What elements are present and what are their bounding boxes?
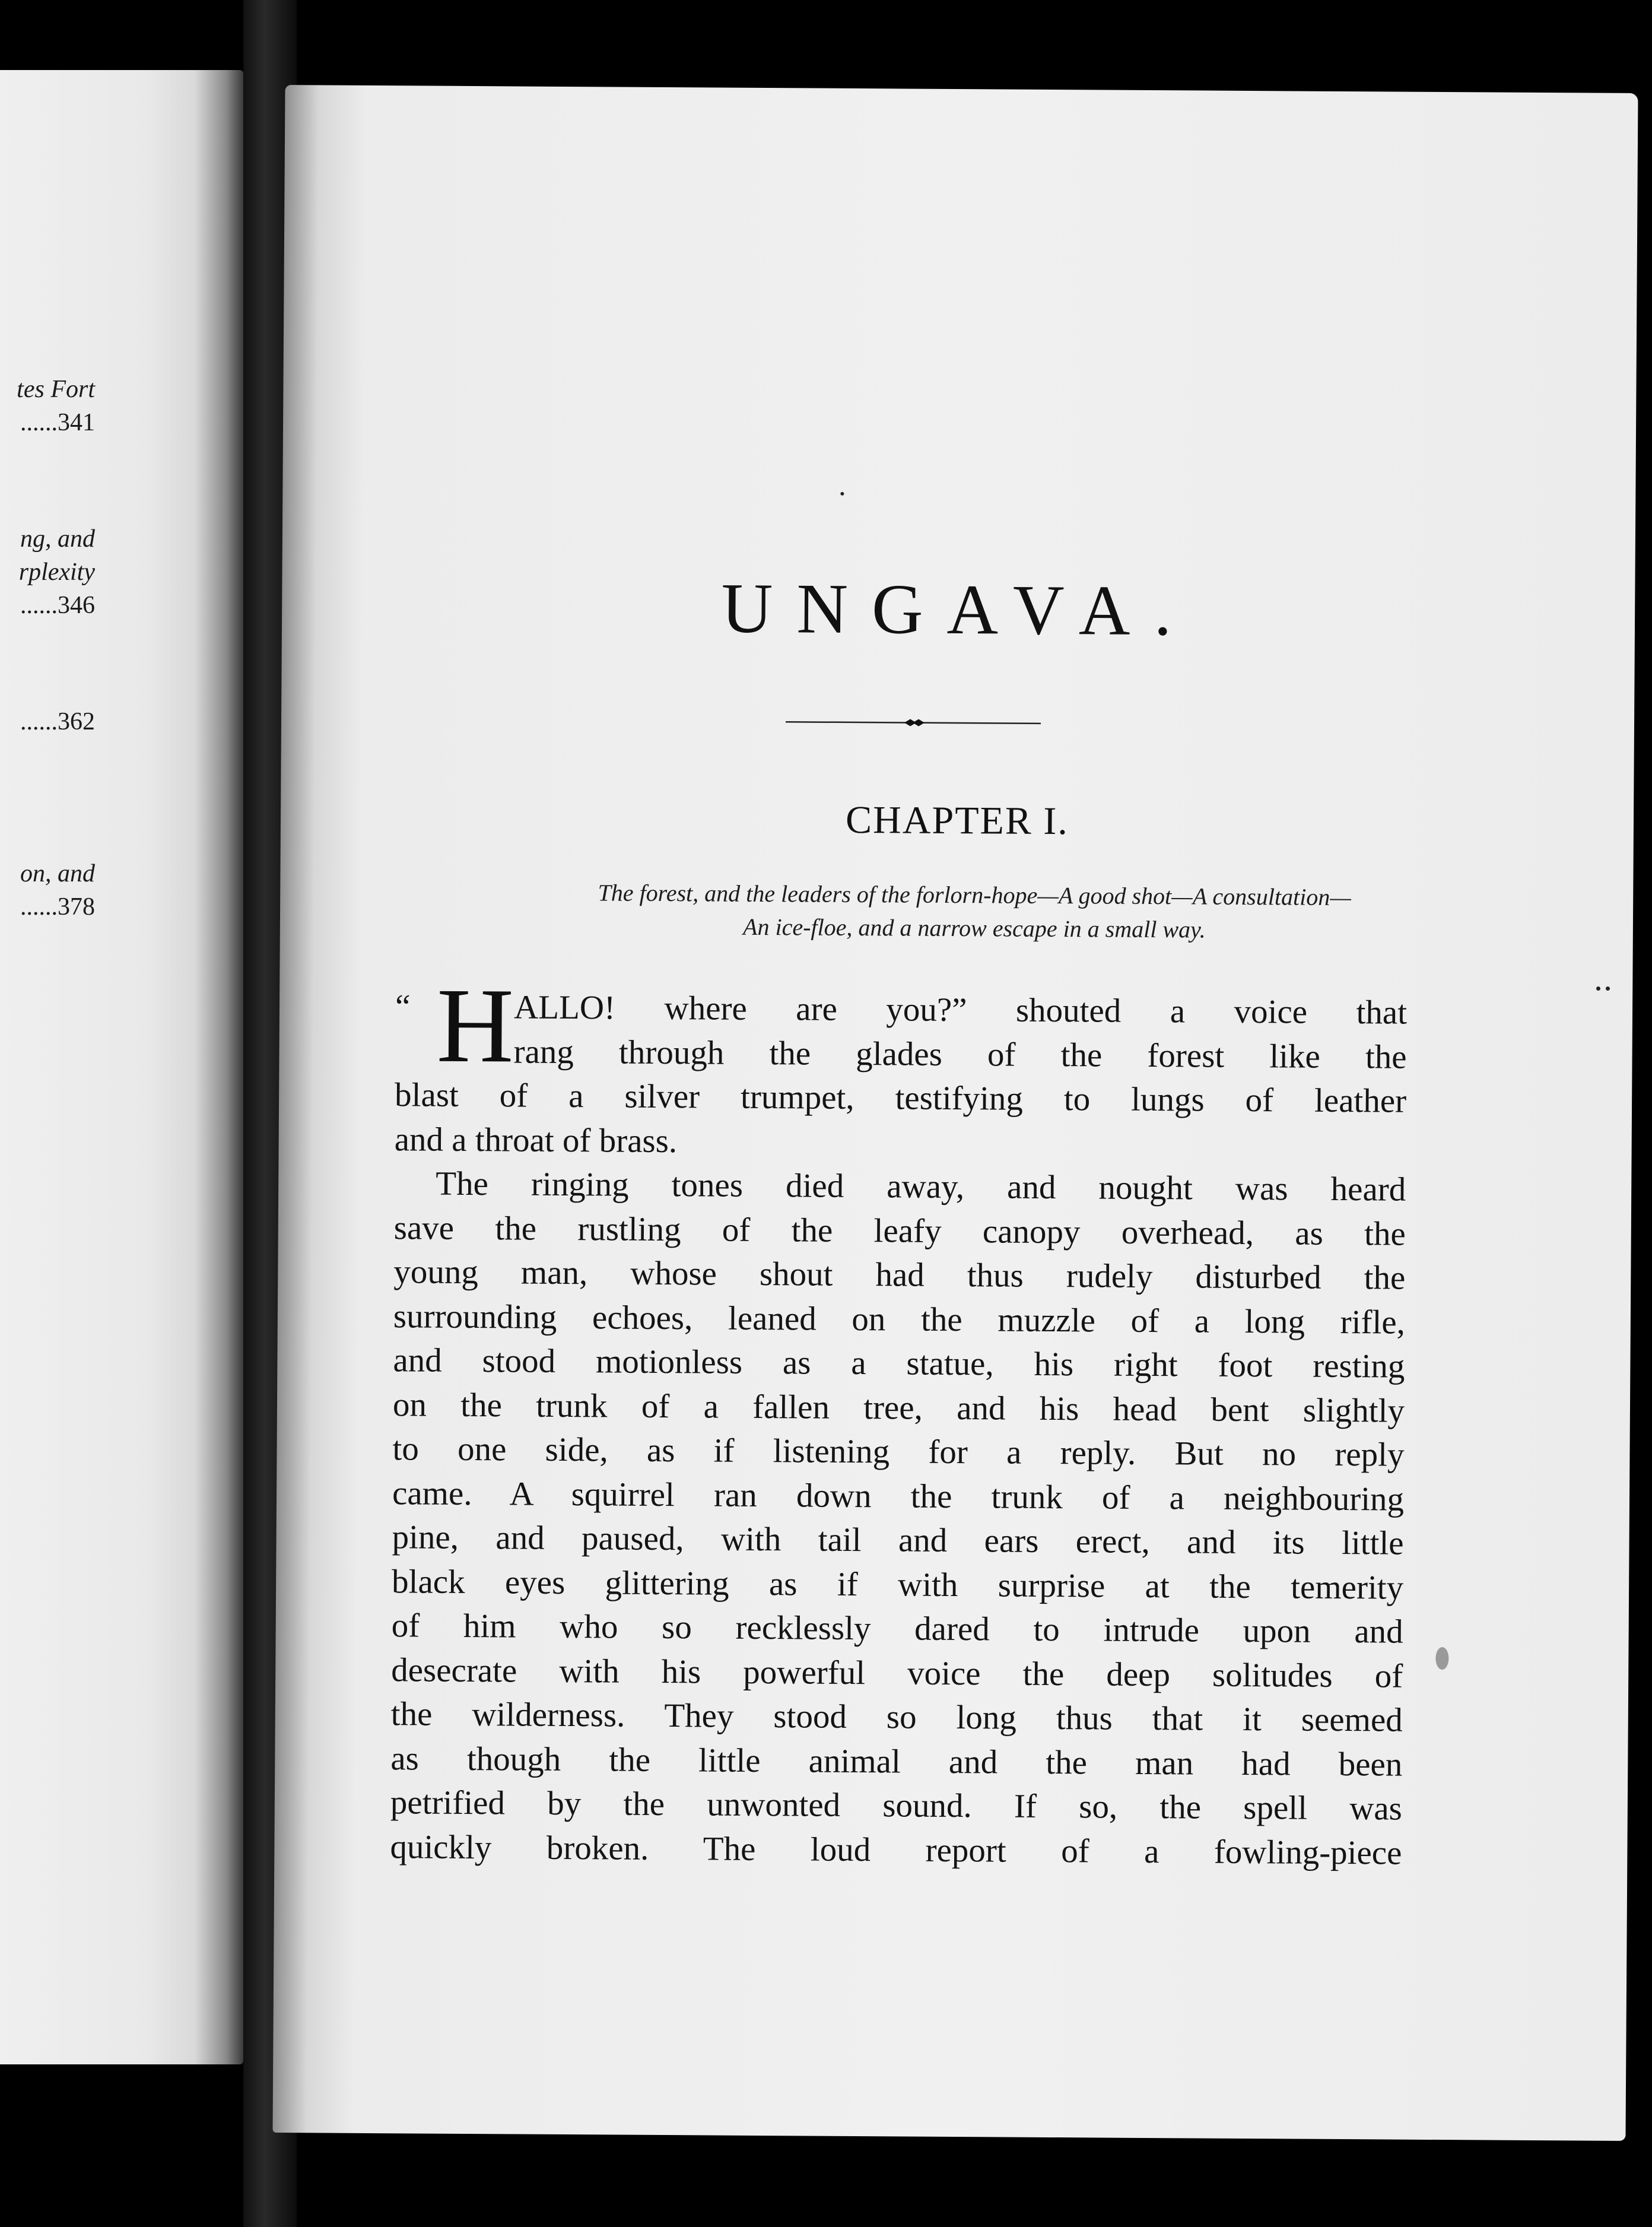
body-line: quickly broken. The loud report of a fowling-piece	[390, 1828, 1402, 1872]
body-line: save the rustling of the leafy canopy overhead, as the	[393, 1208, 1406, 1253]
body-line: The ringing tones died away, and nought was heard	[436, 1165, 1406, 1208]
opening-quote: “	[395, 988, 411, 1026]
body-line: rang through the glades of the forest like the	[513, 1032, 1407, 1076]
toc-entry-text: on, and	[20, 860, 95, 887]
body-line: on the trunk of a fallen tree, and his head bent slightly	[392, 1385, 1405, 1430]
paper-blemish	[1435, 1647, 1448, 1670]
scan-speck	[1596, 986, 1600, 991]
body-line: ALLO! where are you?” shouted a voice that	[513, 988, 1408, 1032]
previous-page	[0, 70, 243, 2064]
toc-leader-dots: ......	[20, 893, 58, 921]
book-title: UNGAVA.	[721, 568, 1196, 651]
body-line: of him who so recklessly dared to intrude upon and	[391, 1607, 1403, 1651]
toc-page-number: 341	[58, 409, 95, 436]
body-line: desecrate with his powerful voice the deep solitudes of	[391, 1651, 1403, 1695]
body-line: pine, and paused, with tail and ears erect, and its little	[392, 1518, 1404, 1562]
body-line: the wilderness. They stood so long thus that it seemed	[390, 1695, 1403, 1739]
book-page	[272, 85, 1638, 2141]
body-line: petrified by the unwonted sound. If so, the spell was	[390, 1784, 1403, 1828]
chapter-body	[390, 966, 1408, 1875]
body-line: as though the little animal and the man had been	[390, 1739, 1403, 1784]
chapter-summary-line: An ice-floe, and a narrow escape in a small way.	[743, 913, 1206, 943]
body-line: and a throat of brass.	[394, 1120, 678, 1160]
drop-cap: H	[436, 966, 514, 1085]
toc-entry-378	[0, 857, 95, 924]
title-rule-ornament	[786, 716, 1041, 729]
toc-leader-dots: ......	[20, 409, 58, 436]
body-line: surrounding echoes, leaned on the muzzle of a long rifle,	[393, 1297, 1406, 1341]
body-line: came. A squirrel ran down the trunk of a neighbouring	[392, 1474, 1405, 1518]
toc-page-number: 346	[58, 592, 95, 619]
paper-speck	[840, 492, 844, 496]
toc-entry-text: tes Fort	[17, 376, 95, 403]
chapter-heading: CHAPTER I.	[845, 798, 1069, 843]
body-line: blast of a silver trumpet, testifying to lungs of leather	[394, 1076, 1407, 1120]
toc-entry-text: rplexity	[18, 559, 95, 586]
body-line: young man, whose shout had thus rudely disturbed the	[393, 1253, 1406, 1297]
chapter-summary	[411, 875, 1539, 948]
toc-page-number: 362	[58, 708, 95, 735]
toc-entry-text: ng, and	[20, 525, 95, 553]
toc-leader-dots: ......	[20, 592, 58, 619]
body-line: black eyes glittering as if with surprise at the temerity	[391, 1562, 1404, 1607]
chapter-summary-line: The forest, and the leaders of the forlorn-hope—A good shot—A consultation—	[598, 879, 1351, 911]
toc-leader-dots: ......	[20, 708, 58, 735]
toc-entry-341	[0, 373, 95, 439]
toc-page-number: 378	[58, 893, 95, 921]
body-line: and stood motionless as a statue, his right foot resting	[393, 1341, 1405, 1385]
toc-entry-346	[0, 522, 95, 622]
toc-entry-362	[0, 705, 95, 738]
scan-speck	[1606, 986, 1610, 991]
body-line: to one side, as if listening for a reply. But no reply	[392, 1430, 1405, 1474]
